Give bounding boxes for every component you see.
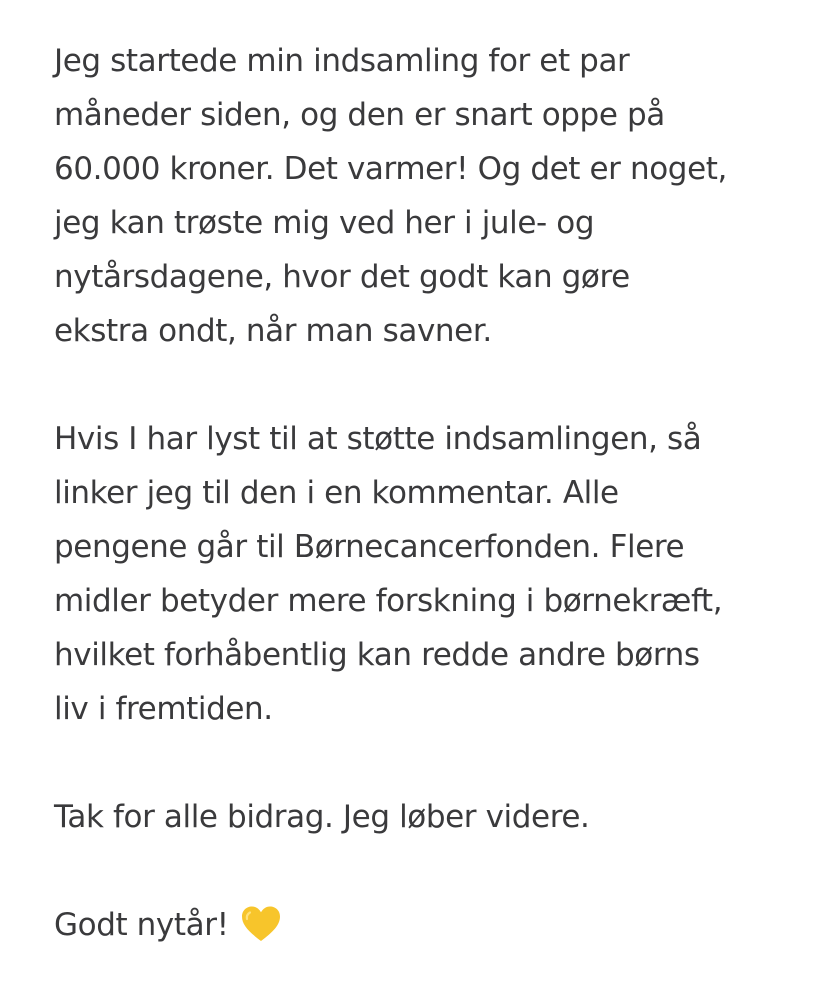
yellow-heart-icon bbox=[241, 905, 281, 945]
text-line: Tak for alle bidrag. Jeg løber videre. bbox=[54, 799, 590, 835]
closing-text: Godt nytår! bbox=[54, 907, 229, 943]
note-body bbox=[54, 34, 794, 1006]
text-line: jeg kan trøste mig ved her i jule- og bbox=[54, 205, 595, 241]
text-line: linker jeg til den i en kommentar. Alle bbox=[54, 475, 619, 511]
text-line: hvilket forhåbentlig kan redde andre børns bbox=[54, 637, 700, 673]
text-line: nytårsdagene, hvor det godt kan gøre bbox=[54, 259, 630, 295]
text-line: måneder siden, og den er snart oppe på bbox=[54, 97, 665, 133]
closing-line bbox=[54, 898, 794, 952]
text-line: Jeg startede min indsamling for et par bbox=[54, 43, 630, 79]
text-line: Hvis I har lyst til at støtte indsamlingen, så bbox=[54, 421, 702, 457]
paragraph-support bbox=[54, 412, 794, 736]
paragraph-fundraiser bbox=[54, 34, 794, 358]
text-line: pengene går til Børnecancerfonden. Flere bbox=[54, 529, 685, 565]
paragraph-thanks bbox=[54, 790, 794, 844]
text-line: midler betyder mere forskning i børnekræft, bbox=[54, 583, 723, 619]
text-line: liv i fremtiden. bbox=[54, 691, 273, 727]
text-line: ekstra ondt, når man savner. bbox=[54, 313, 492, 349]
text-line: 60.000 kroner. Det varmer! Og det er noget, bbox=[54, 151, 727, 187]
